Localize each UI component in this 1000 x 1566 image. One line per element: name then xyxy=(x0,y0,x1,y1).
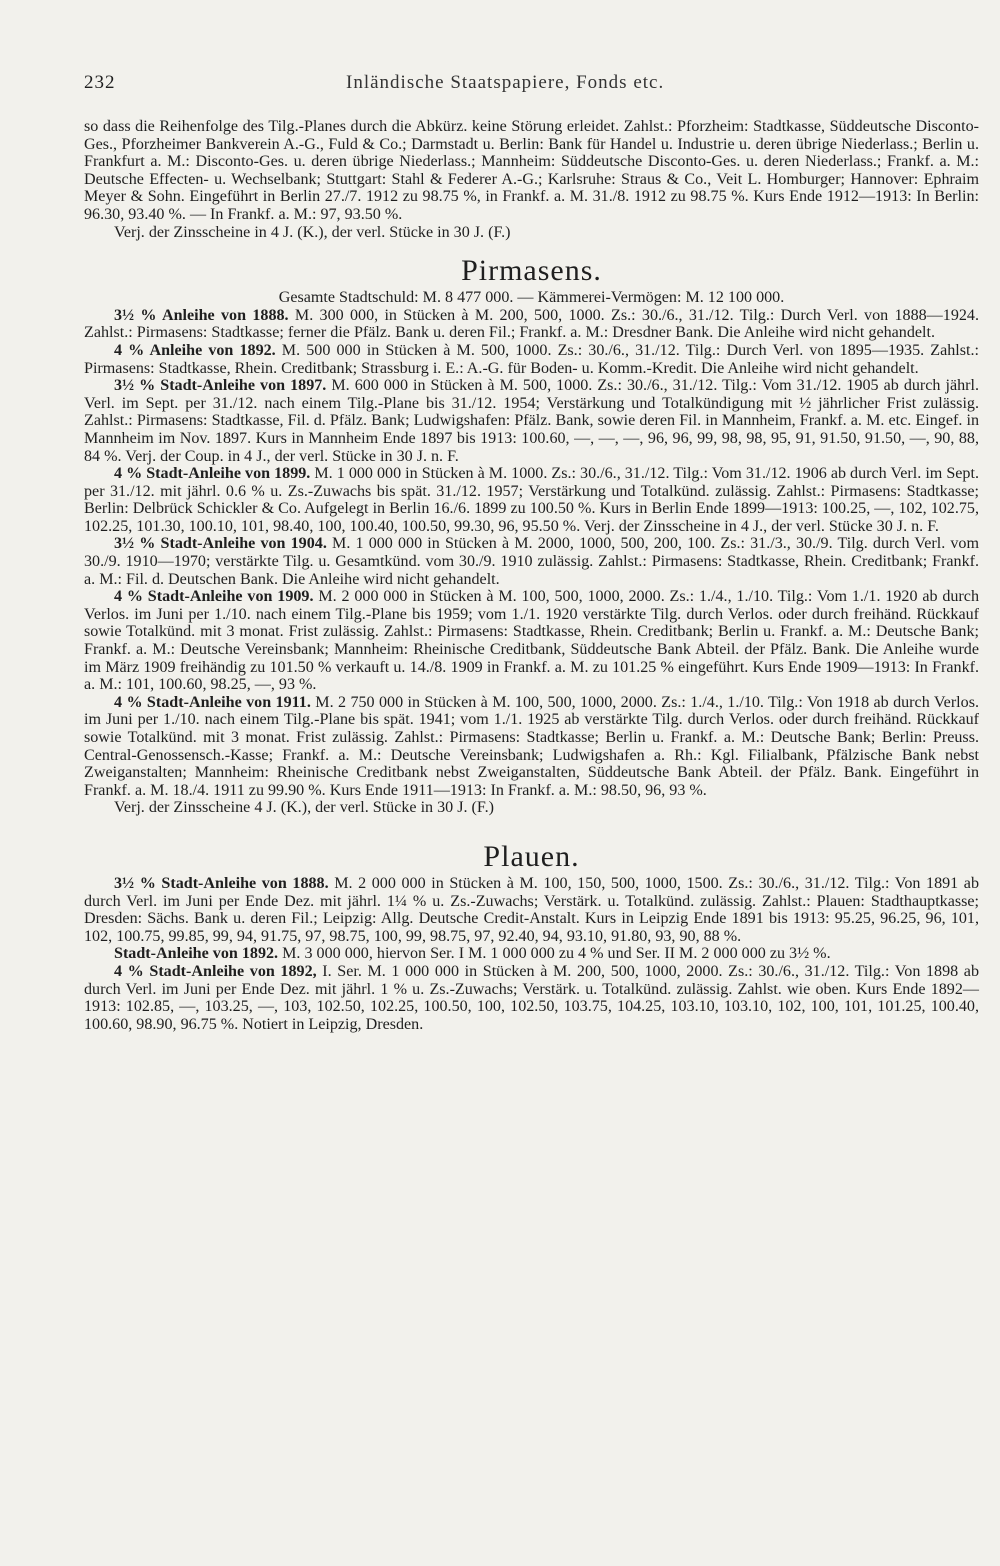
section-heading-pirmasens: Pirmasens. xyxy=(461,254,602,288)
loan-entry xyxy=(84,307,979,342)
loan-text: M. 2 000 000 in Stücken à M. 100, 150, 500, 1000, 1500. Zs.: 30./6., 31./12. Tilg.: Von 1891 ab durch Verl. im Juni per Ende Dez. mit jährl. 1¼ % u. Zs.-Zuwachs; Verstärk. u. Totalkünd. zulässig. Zahlst.: Plauen: Stadthauptkasse; Dresden: Sächs. Bank u. deren Fil.; Leipzig: Allg. Deutsche Credit-Anstalt. Kurs in Leipzig Ende 1891 bis 1913: 95.25, 96.25, 96, 101, 102, 100.75, 99.85, 99, 94, 91.75, 97, 98.75, 100, 99, 98.75, 97, 92.40, 94, 93.10, 91.80, 93, 90, 88 %. xyxy=(84,874,979,945)
loan-entry xyxy=(84,945,979,963)
loan-name: 4 % Stadt-Anleihe von 1892, xyxy=(114,962,317,980)
loan-entry xyxy=(84,875,979,945)
loan-text: M. 1 000 000 in Stücken à M. 1000. Zs.: 30./6., 31./12. Tilg.: Vom 31./12. 1906 ab durch Verl. im Sept. per 31./12. mit jährl. 0.6 % u. Zs.-Zuwachs bis spät. 31./12. 1957; Verstärkung und Totalkünd. zulässig. Zahlst.: Pirmasens: Stadtkasse; Berlin: Delbrück Schickler & Co. Aufgelegt in Berlin 16./6. 1899 zu 100.50 %. Kurs in Berlin Ende 1899—1913: 100.25, —, 102, 102.75, 102.25, 101.30, 100.10, 101, 98.40, 100, 100.40, 100.50, 99.30, 96, 95.50 %. Verj. der Zinsscheine in 4 J., der verl. Stücke 30 J. n. F. xyxy=(84,465,979,535)
loan-text: M. 300 000, in Stücken à M. 200, 500, 1000. Zs.: 30./6., 31./12. Tilg.: Durch Verl. von 1888—1924. Zahlst.: Pirmasens: Stadtkasse; ferner die Pfälz. Bank u. deren Fil.; Frankf. a. M.: Dresdner Bank. Die Anleihe wird nicht gehandelt. xyxy=(84,306,979,342)
loan-entry xyxy=(84,694,979,800)
loan-name: 4 % Stadt-Anleihe von 1909. xyxy=(114,588,314,606)
page-number: 232 xyxy=(84,72,116,93)
loan-entry xyxy=(84,588,979,694)
loan-entry xyxy=(84,963,979,1033)
loan-text: M. 1 000 000 in Stücken à M. 2000, 1000, 500, 200, 100. Zs.: 31./3., 30./9. Tilg. durch Verl. vom 30./9. 1910—1970; verstärkte Tilg. u. Gesamtkünd. vom 30./9. 1910 zulässig. Zahlst.: Pirmasens: Stadtkasse, Rhein. Creditbank; Frankf. a. M.: Fil. d. Deutschen Bank. Die Anleihe wird nicht gehandelt. xyxy=(84,535,980,588)
loan-name: 4 % Stadt-Anleihe von 1899. xyxy=(114,465,311,483)
loan-name: 4 % Anleihe von 1892. xyxy=(114,341,276,359)
section-heading-plauen: Plauen. xyxy=(483,839,580,873)
loan-text: M. 3 000 000, hiervon Ser. I M. 1 000 000 zu 4 % und Ser. II M. 2 000 000 zu 3½ %. xyxy=(278,945,831,963)
loan-text: M. 500 000 in Stücken à M. 500, 1000. Zs.: 30./6., 31./12. Tilg.: Durch Verl. von 1895—1935. Zahlst.: Pirmasens: Stadtkasse, Rhein. Creditbank; Strassburg i. E.: A.-G. für Boden- u. Komm.-Kredit. Die Anleihe wird nicht gehandelt. xyxy=(84,341,979,377)
loan-text: I. Ser. M. 1 000 000 in Stücken à M. 200, 500, 1000, 2000. Zs.: 30./6., 31./12. Tilg.: Von 1898 ab durch Verl. im Juni per Ende Dez. mit jährl. 1 % u. Zs.-Zuwachs; Verstärk. u. Totalkünd. zulässig. Zahlst. wie oben. Kurs Ende 1892—1913: 102.85, —, 103.25, —, 103, 102.50, 102.25, 100.50, 100, 102.50, 103.75, 104.25, 103.10, 103.10, 102, 100, 101, 101.25, 100.40, 100.60, 98.90, 96.75 %. Notiert in Leipzig, Dresden. xyxy=(84,962,979,1033)
loan-name: 3½ % Anleihe von 1888. xyxy=(114,306,289,324)
loan-name: Stadt-Anleihe von 1892. xyxy=(114,945,279,963)
loan-entry xyxy=(84,342,979,377)
loan-name: 4 % Stadt-Anleihe von 1911. xyxy=(114,693,311,711)
loan-entry xyxy=(84,377,979,465)
running-title: Inländische Staatspapiere, Fonds etc. xyxy=(346,72,665,93)
loan-name: 3½ % Stadt-Anleihe von 1897. xyxy=(114,377,327,395)
loan-text: M. 2 750 000 in Stücken à M. 100, 500, 1000, 2000. Zs.: 1./4., 1./10. Tilg.: Von 1918 ab durch Verlos. im Juni per 1./10. nach einem Tilg.-Plane bis spät. 1941; vom 1./1. 1925 ab verstärkte Tilg. durch Verlos. oder durch freihänd. Rückkauf sowie Totalkünd. mit 3 monat. Frist zulässig. Zahlst.: Pirmasens: Stadtkasse; Berlin u. Frankf. a. M.: Deutsche Bank; Berlin: Preuss. Central-Genossensch.-Kasse; Frankf. a. M.: Deutsche Vereinsbank; Ludwigshafen a. Rh.: Kgl. Filialbank, Pfälzische Bank nebst Zweiganstalten; Mannheim: Rheinische Creditbank nebst Zweiganstalten, Süddeutsche Bank Abteil. der Pfälz. Bank. Eingeführt in Frankf. a. M. 18./4. 1911 zu 99.90 %. Kurs Ende 1911—1913: In Frankf. a. M.: 98.50, 96, 93 %. xyxy=(84,693,979,799)
loan-entry xyxy=(84,535,979,588)
body-text xyxy=(84,118,979,1033)
loan-entry xyxy=(84,465,979,535)
running-head xyxy=(84,72,964,102)
loan-name: 3½ % Stadt-Anleihe von 1888. xyxy=(114,874,329,892)
intro-paragraph: so dass die Reihenfolge des Tilg.-Planes durch die Abkürz. keine Störung erleidet. Zahlst.: Pforzheim: Stadtkasse, Süddeutsche Disconto-Ges., Pforzheimer Bankverein A.-G., Fuld & Co.; Darmstadt u. Berlin: Bank für Handel u. Industrie u. deren übrige Niederlass.; Berlin u. Frankfurt a. M.: Disconto-Ges. u. deren übrige Niederlass.; Mannheim: Süddeutsche Disconto-Ges. u. deren Niederlass.; Frankf. a. M.: Deutsche Effecten- u. Wechselbank; Stuttgart: Stahl & Federer A.-G.; Karlsruhe: Straus & Co., Veit L. Homburger; Hannover: Ephraim Meyer & Sohn. Eingeführt in Berlin 27./7. 1912 zu 98.75 %, in Frankf. a. M. 31./8. 1912 zu 98.75 %. Kurs Ende 1912—1913: In Berlin: 96.30, 93.40 %. — In Frankf. a. M.: 97, 93.50 %. xyxy=(84,118,979,223)
loan-text: M. 600 000 in Stücken à M. 500, 1000. Zs.: 30./6., 31./12. Tilg.: Vom 31./12. 1905 ab durch jährl. Verl. im Sept. per 31./12. nach einem Tilg.-Plane bis 31./12. 1954; Verstärkung und Totalkündigung mit ½ jährlicher Frist zulässig. Zahlst.: Pirmasens: Stadtkasse, Fil. d. Pfälz. Bank; Ludwigshafen: Pfälz. Bank, sowie deren Fil. in Mannheim, Frankf. a. M. etc. Eingef. in Mannheim im Nov. 1897. Kurs in Mannheim Ende 1897 bis 1913: 100.60, —, —, —, 96, 96, 99, 98, 98, 95, 91, 91.50, 91.50, —, 90, 88, 84 %. Verj. der Coup. in 4 J., der verl. Stücke in 30 J. n. F. xyxy=(84,377,980,465)
pirmasens-verj: Verj. der Zinsscheine 4 J. (K.), der verl. Stücke in 30 J. (F.) xyxy=(114,799,494,817)
loan-text: M. 2 000 000 in Stücken à M. 100, 500, 1000, 2000. Zs.: 1./4., 1./10. Tilg.: Vom 1./1. 1920 ab durch Verlos. im Juni per 1./10. nach einem Tilg.-Plane bis 1959; vom 1./1. 1920 verstärkte Tilg. durch Verlos. oder durch freihänd. Rückkauf sowie Totalkünd. mit 3 monat. Frist zulässig. Zahlst.: Pirmasens: Stadtkasse, Rhein. Creditbank; Berlin u. Frankf. a. M.: Deutsche Bank; Frankf. a. M.: Deutsche Vereinsbank; Mannheim: Rheinische Creditbank, Süddeutsche Bank Abteil. der Pfälz. Bank. Die Anleihe wurde im März 1909 freihändig zu 101.50 % verkauft u. 14./8. 1909 in Frankf. a. M. zu 101.25 % eingeführt. Kurs Ende 1909—1913: In Frankf. a. M.: 101, 100.60, 98.25, —, 93 %. xyxy=(84,588,979,694)
intro-verj: Verj. der Zinsscheine in 4 J. (K.), der verl. Stücke in 30 J. (F.) xyxy=(114,223,511,241)
pirmasens-summary: Gesamte Stadtschuld: M. 8 477 000. — Kämmerei-Vermögen: M. 12 100 000. xyxy=(278,289,785,307)
loan-name: 3½ % Stadt-Anleihe von 1904. xyxy=(114,535,327,553)
